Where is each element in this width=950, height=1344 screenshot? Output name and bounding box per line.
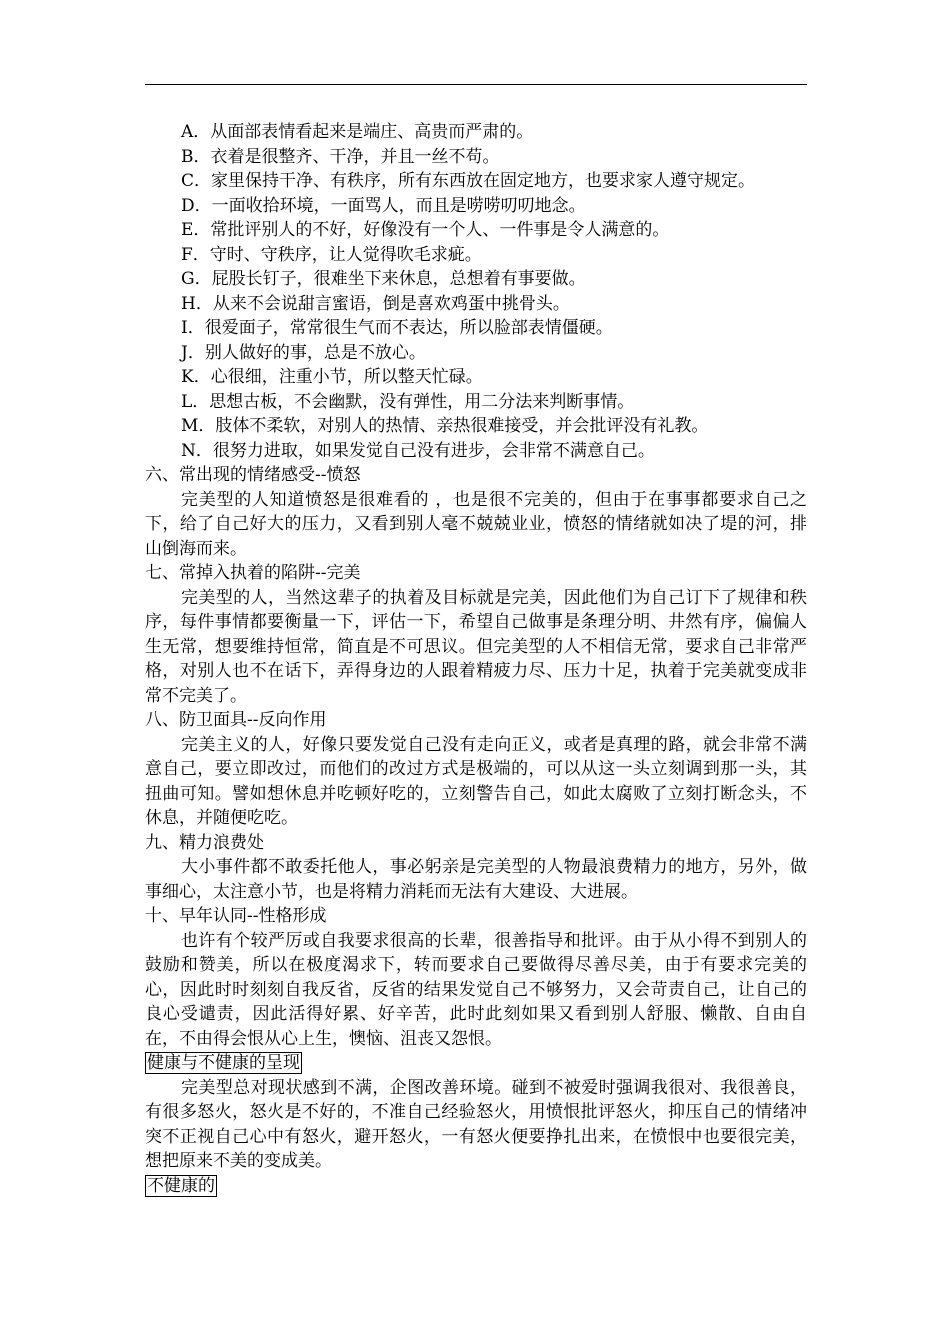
health-title-wrap: [145, 1051, 807, 1076]
section-text-defense-mask: 完美主义的人，好像只要发觉自己没有走向正义，或者是真理的路，就会非常不满意自己，要立即改过，而他们的改过方式是极端的，可以从这一头立刻调到那一头，其扭曲可知。譬如想休息并吃顿好吃的，立刻警告自己，如此太腐败了立刻打断念头，不休息，并随便吃吃。: [145, 734, 807, 828]
trait-list: [145, 120, 807, 463]
section-text-energy-waste: 大小事件都不敢委托他人，事必躬亲是完美型的人物最浪费精力的地方，另外，做事细心，太注意小节，也是将精力消耗而无法有大建设、大进展。: [145, 857, 807, 902]
list-item: L．思想古板，不会幽默，没有弹性，用二分法来判断事情。: [181, 391, 635, 412]
list-item: A．从面部表情看起来是端庄、高贵而严肃的。: [181, 122, 534, 142]
header-rule: [145, 84, 807, 85]
list-item: J．别人做好的事，总是不放心。: [181, 342, 426, 363]
health-section-title: 健康与不健康的呈现: [147, 1053, 300, 1073]
unhealthy-title-wrap: [145, 1174, 807, 1199]
list-item: B．衣着是很整齐、干净，并且一丝不苟。: [181, 146, 500, 167]
list-item: I．很爱面子，常常很生气而不表达，所以脸部表情僵硬。: [181, 318, 613, 338]
list-item: F．守时、守秩序，让人觉得吹毛求疵。: [181, 244, 482, 265]
list-item: D．一面收拾环境，一面骂人，而且是唠唠叨叨地念。: [181, 195, 586, 216]
list-item: H．从来不会说甜言蜜语，倒是喜欢鸡蛋中挑骨头。: [181, 293, 570, 314]
section-heading-anger: 六、常出现的情绪感受--愤怒: [145, 465, 361, 485]
list-item: K．心很细，注重小节，所以整天忙碌。: [181, 367, 483, 387]
list-item: G．屁股长钉子，很难坐下来休息，总想着有事要做。: [181, 269, 586, 289]
section-text-early-identity: 也许有个较严厉或自我要求很高的长辈，很善指导和批评。由于从小得不到别人的鼓励和赞美，所以在极度渴求下，转而要求自己要做得尽善尽美，由于有要求完美的心，因此时时刻刻自我反省，反省的结果发觉自己不够努力，又会苛责自己，让自己的良心受谴责，因此活得好累、好辛苦，此时此刻如果又看到别人舒服、懒散、自由自在，不由得会恨从心上生，懊恼、沮丧又怨恨。: [145, 930, 807, 1049]
section-heading-early-identity: 十、早年认同--性格形成: [145, 906, 327, 926]
list-item: C．家里保持干净、有秩序，所有东西放在固定地方，也要求家人遵守规定。: [181, 171, 756, 191]
list-item: M．肢体不柔软，对别人的热情、亲热很难接受，并会批评没有礼教。: [181, 416, 709, 436]
health-section-text: 完美型总对现状感到不满，企图改善环境。碰到不被爱时强调我很对、我很善良，有很多怒火，怒火是不好的，不准自己经验怒火，用愤恨批评怒火，抑压自己的情绪冲突不正视自己心中有怒火，避开怒火，一有怒火便要挣扎出来，在愤恨中也要很完美，想把原来不美的变成美。: [145, 1077, 807, 1171]
section-heading-perfection-trap: 七、常掉入执着的陷阱--完美: [145, 563, 361, 583]
section-heading-defense-mask: 八、防卫面具--反向作用: [145, 710, 327, 730]
section-text-anger: 完美型的人知道愤怒是很难看的 ，也是很不完美的，但由于在事事都要求自己之下，给了自己好大的压力，又看到别人毫不兢兢业业，愤怒的情绪就如决了堤的河，排山倒海而来。: [145, 489, 807, 559]
unhealthy-section-title: 不健康的: [147, 1175, 215, 1196]
list-item: E．常批评别人的不好，好像没有一个人、一件事是令人满意的。: [181, 220, 670, 240]
section-heading-energy-waste: 九、精力浪费处: [145, 832, 264, 853]
document-body: [145, 120, 807, 1198]
list-item: N．很努力进取，如果发觉自己没有进步，会非常不满意自己。: [181, 440, 655, 461]
section-text-perfection-trap: 完美型的人，当然这辈子的执着及目标就是完美，因此他们为自己订下了规律和秩序，每件事情都要衡量一下，评估一下，希望自己做事是条理分明、井然有序，偏偏人生无常，想要维持恒常，简直是不可思议。但完美型的人不相信无常，要求自己非常严格，对别人也不在话下，弄得身边的人跟着精疲力尽、压力十足，执着于完美就变成非常不完美了。: [145, 587, 807, 706]
